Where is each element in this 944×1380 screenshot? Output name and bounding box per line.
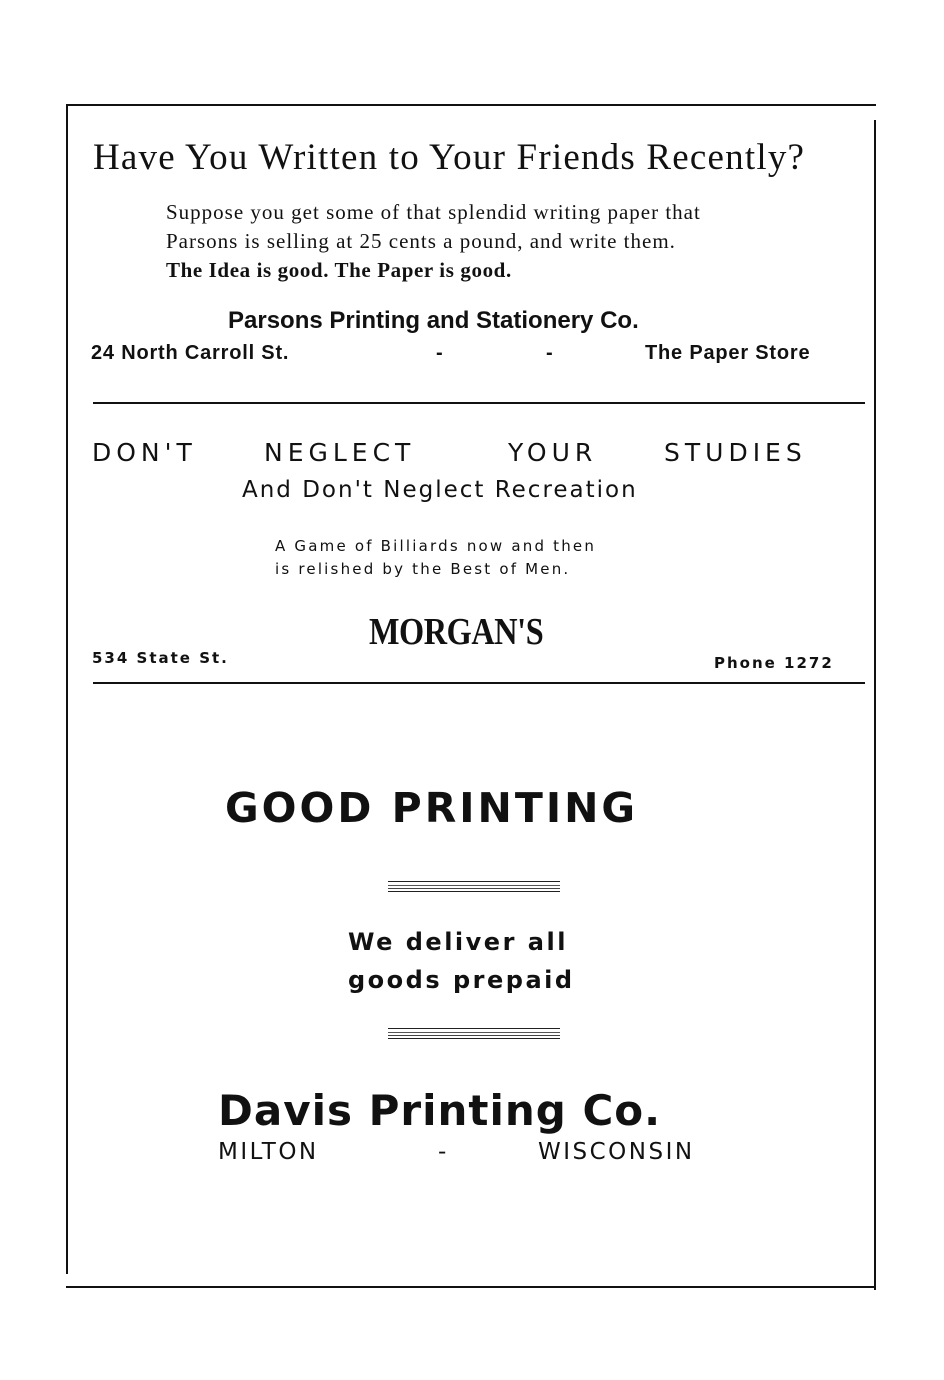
morgans-phone: Phone 1272 [714,654,834,672]
morgans-tagline-line-1: A Game of Billiards now and then [275,537,597,555]
ornamental-rule-bottom [388,1028,560,1039]
davis-dash: - [438,1139,449,1165]
morgans-tagline-line-2: is relished by the Best of Men. [275,560,571,578]
morgans-name: MORGAN'S [369,611,544,653]
frame-bottom-rule [66,1286,876,1288]
parsons-store-name: The Paper Store [645,342,811,364]
parsons-dash-1: - [436,342,444,364]
parsons-body-line-1: Suppose you get some of that splendid writing paper that [166,200,701,224]
ornamental-rule-top [388,881,560,892]
frame-top-rule [66,104,876,106]
morgans-headline-word-4: STUDIES [664,438,807,467]
section-divider-2 [93,682,865,684]
davis-delivery-line-1: We deliver all [348,928,568,956]
davis-state: WISCONSIN [538,1139,695,1165]
morgans-headline-word-3: YOUR [508,438,598,467]
frame-right-rule [874,120,876,1290]
parsons-headline: Have You Written to Your Friends Recently? [93,137,806,178]
frame-left-rule [66,104,68,1274]
morgans-subheadline: And Don't Neglect Recreation [242,477,638,503]
davis-city: MILTON [218,1139,319,1165]
morgans-address: 534 State St. [92,649,229,667]
parsons-body-line-3: The Idea is good. The Paper is good. [166,258,512,282]
parsons-address: 24 North Carroll St. [91,342,290,364]
morgans-headline-word-1: DON'T [92,438,197,467]
section-divider-1 [93,402,865,404]
davis-company-name: Davis Printing Co. [218,1086,662,1135]
davis-delivery-line-2: goods prepaid [348,966,575,994]
morgans-headline-word-2: NEGLECT [264,438,416,467]
parsons-body-line-2: Parsons is selling at 25 cents a pound, and write them. [166,229,676,253]
davis-headline: GOOD PRINTING [225,784,639,832]
parsons-company-name: Parsons Printing and Stationery Co. [228,307,639,334]
parsons-dash-2: - [546,342,554,364]
